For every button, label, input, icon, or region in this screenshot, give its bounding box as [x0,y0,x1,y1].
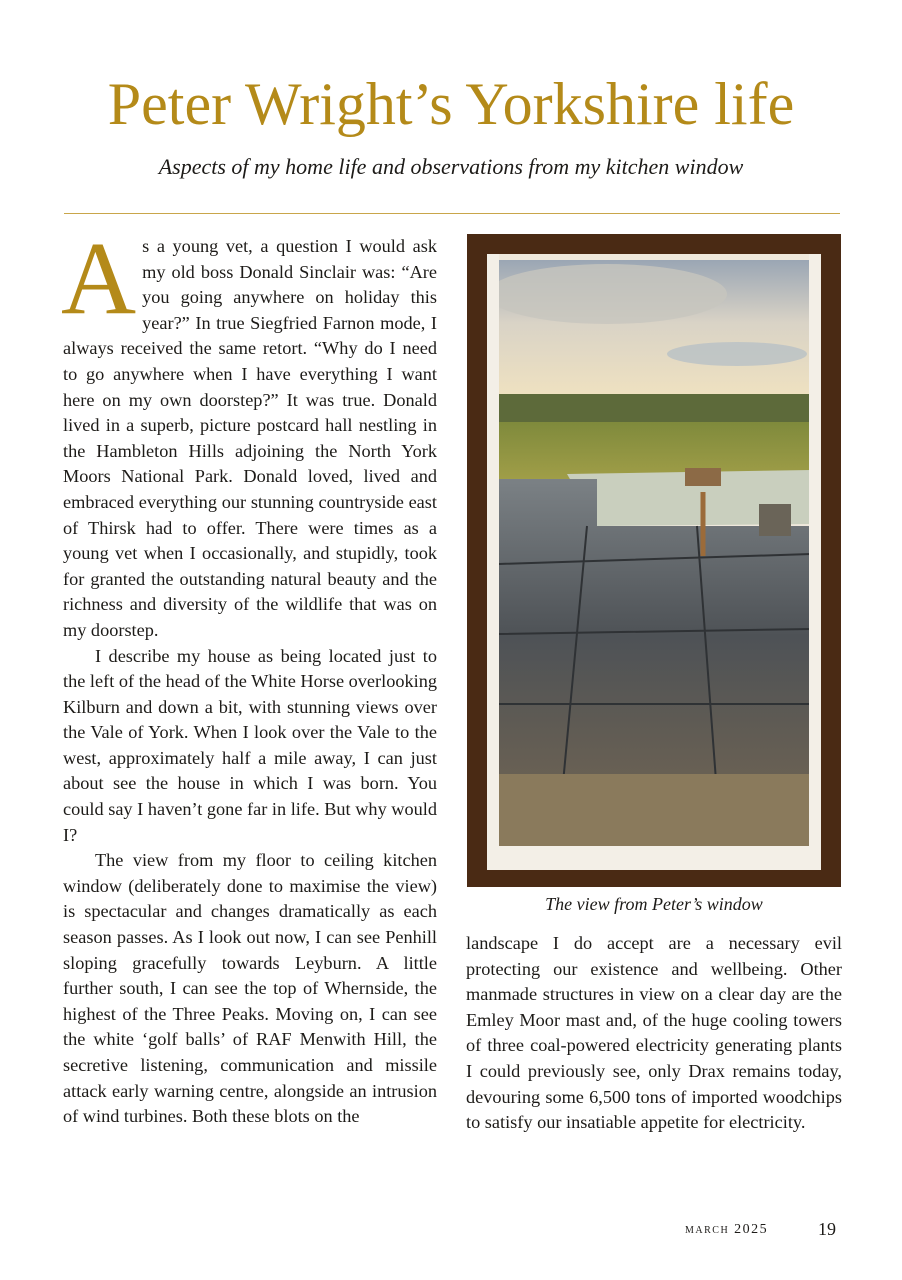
window-view-image [467,234,841,887]
page-number: 19 [818,1219,836,1239]
article-column-right [466,931,842,1136]
photo-caption: The view from Peter’s window [545,894,763,914]
issue-date: march 2025 [685,1222,769,1237]
article-paragraph-1 [61,221,437,644]
article-paragraph-4: landscape I do accept are a necessary evil protecting our existence and wellbeing. Other manmade structures in view on a clear day are the Emley Moor mast and, of the huge cooling towers of three coal-powered electricity generating plants I could previously see, only Drax remains today, devouring some 6,500 tons of imported woodchips to satisfy our insatiable appetite for electricity. [466,933,842,1133]
article-paragraph-1-text: s a young vet, a question I would ask my old boss Donald Sinclair was: “Are you going anywhere on holiday this year?” In true Siegfried Farnon mode, I always received the same retort. “Why do I need to go anywhere when I have everything I want here on my own doorstep?” It was true. Donald lived in a superb, picture postcard hall nestling in the Hambleton Hills adjoining the North York Moors National Park. Donald loved, lived and embraced everything our stunning countryside east of Thirsk had to offer. There were times as a young vet when I occasionally, and stupidly, took for granted the outstanding natural beauty and the richness and diversity of the wildlife that was on my doorstep. [63,236,437,640]
header-divider [64,213,840,214]
page-subtitle: Aspects of my home life and observations from my kitchen window [158,154,744,179]
distant-fields [499,394,811,424]
door-frame-left [487,254,499,870]
article-column-left [61,221,437,1130]
cloud [487,264,727,324]
planter [759,504,791,536]
cloud [667,342,807,366]
article-paragraph-3: The view from my floor to ceiling kitchen window (deliberately done to maximise the view) is spectacular and changes dramatically as each season passes. As I look out now, I can see Penhill sloping gracefully towards Leyburn. A little further south, I can see the top of Whernside, the highest of the Three Peaks. Moving on, I can see the white ‘golf balls’ of RAF Menwith Hill, the secretive listening, communication and missile attack early warning centre, alongside an intrusion of wind turbines. Both these blots on the [63,850,437,1127]
page-title: Peter Wright’s Yorkshire life [107,71,795,137]
door-frame-right [809,254,821,870]
article-paragraph-2: I describe my house as being located just to the left of the head of the White Horse overlooking Kilburn and down a bit, with stunning views over the Vale of York. When I look over the Vale to the west, approximately half a mile away, I can just about see the house in which I was born. You could say I haven’t gone far in life. But why would I? [63,645,437,845]
foreground-slabs [499,774,811,846]
bird-table-roof [685,468,721,486]
door-threshold [487,846,821,870]
drop-cap: A [61,221,137,336]
window-photo [467,234,841,887]
